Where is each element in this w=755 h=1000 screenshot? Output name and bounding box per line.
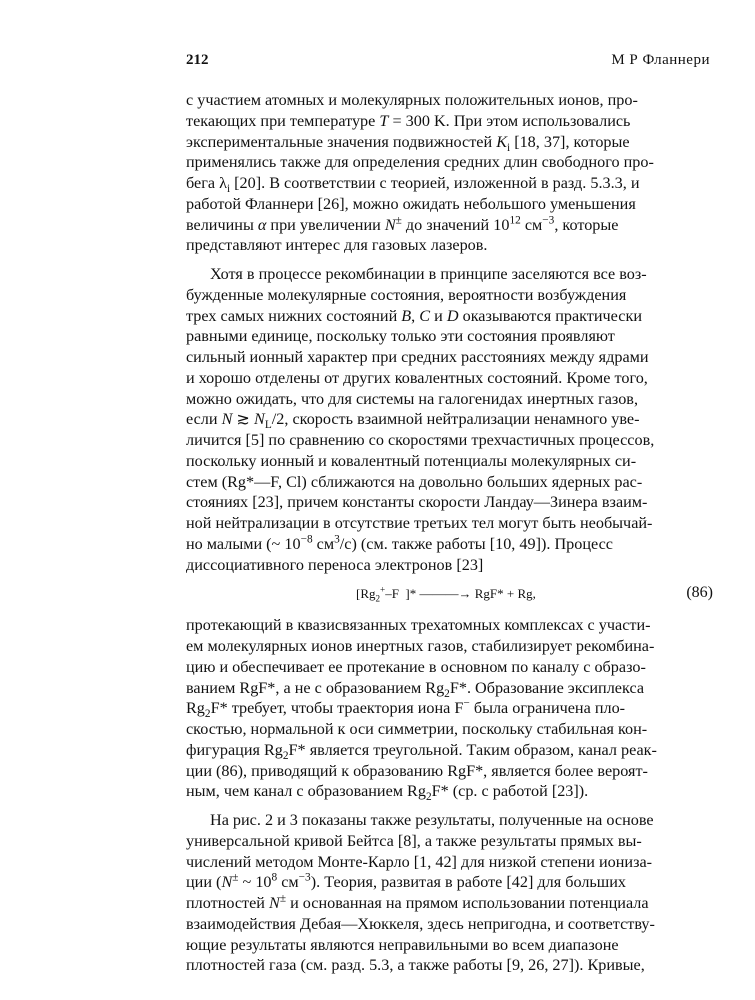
text-line: Хотя в процессе рекомбинации в принципе заселяются все воз- <box>210 265 647 283</box>
text-line: плотностей газа (см. разд. 5.3, а также работы [9, 26, 27]). Кривые, <box>186 956 645 975</box>
body-text <box>186 90 713 984</box>
text-line: трех самых нижних состояний B, C и D оказываются практически <box>186 306 642 325</box>
page-header <box>186 52 710 76</box>
text-line: ванием RgF*, а не с образованием $Rg_2F*$. Образование эксиплекса <box>186 678 645 700</box>
text-line: личится [5] по сравнению со скоростями трехчастичных процессов, <box>186 431 655 449</box>
text-line: ющие результаты являются неправильными во всем диапазоне <box>186 935 619 954</box>
equation-content: [$Rg_2^+-F$ ]* ———→ RgF* + Rg, <box>356 584 536 604</box>
text-line: экспериментальные значения подвижностей $K_i$ [18, 37], которые <box>186 132 630 154</box>
paragraph <box>186 264 713 575</box>
text-line: поскольку ионный и ковалентный потенциалы молекулярных си- <box>186 451 637 470</box>
text-line: применялись также для определения средних длин свободного про- <box>186 153 654 172</box>
text-line: бега $\lambda_i$ [20]. В соответствии с теорией, изложенной в разд. 5.3.3, и <box>186 174 640 196</box>
equation-number: (86) <box>686 584 713 602</box>
text-line: если N ≳ $N_L/2$, скорость взаимной нейтрализации ненамного уве- <box>186 410 640 432</box>
text-line: работой Фланнери [26], можно ожидать небольшого уменьшения <box>186 194 636 213</box>
text-line: скостью, нормальной к оси симметрии, поскольку стабильная кон- <box>186 720 648 738</box>
text-line: стояниях [23], причем константы скорости Ландау—Зинера взаим- <box>186 493 648 512</box>
running-head-author: М Р Фланнери <box>611 52 710 68</box>
page-number: 212 <box>186 52 209 68</box>
text-line: ной нейтрализации в отсутствие третьих тел могут быть необычай- <box>186 514 653 532</box>
text-line: ции (86), приводящий к образованию RgF*, является более вероят- <box>186 761 648 780</box>
text-line: числений методом Монте-Карло [1, 42] для низкой степени иониза- <box>186 852 653 871</box>
text-line: но малыми (~ $10^{-8}$ $см^3/с$) (см. также работы [10, 49]). Процесс <box>186 533 613 553</box>
text-line: цию и обеспечивает ее протекание в основном по каналу с образо- <box>186 657 646 676</box>
text-line: стем (Rg*—F, Cl) сближаются на довольно больших ядерных рас- <box>186 472 643 491</box>
text-line: сильный ионный характер при средних расстояниях между ядрами <box>186 348 649 366</box>
text-line: ем молекулярных ионов инертных газов, стабилизирует рекомбина- <box>186 637 655 655</box>
text-line: ным, чем канал с образованием $Rg_2F*$ (ср. с работой [23]). <box>186 782 589 804</box>
paragraph <box>186 810 713 976</box>
text-line: равными единице, поскольку только эти состояния проявляют <box>186 327 615 346</box>
equation-86 <box>186 575 713 615</box>
text-line: ции (N± ~ $10^8$ $см^{-3}$). Теория, развитая в работе [42] для больших <box>186 871 627 892</box>
text-line: текающих при температуре T = 300 K. При этом использовались <box>186 111 631 130</box>
text-line: протекающий в квазисвязанных трехатомных комплексах с участи- <box>186 616 651 635</box>
text-line: фигурация $Rg_2F*$ является треугольной. Таким образом, канал реак- <box>186 740 657 762</box>
text-line: $Rg_2F*$ требует, чтобы траектория иона F− была ограничена пло- <box>186 697 626 721</box>
text-line: диссоциативного переноса электронов [23] <box>186 555 484 574</box>
text-section-2 <box>186 615 713 976</box>
paragraph <box>186 615 713 802</box>
text-line: можно ожидать, что для системы на галогенидах инертных газов, <box>186 389 638 408</box>
text-line: с участием атомных и молекулярных положительных ионов, про- <box>186 91 638 109</box>
text-line: представляют интерес для газовых лазеров. <box>186 236 488 255</box>
text-line: универсальной кривой Бейтса [8], а также результаты прямых вы- <box>186 831 642 850</box>
text-line: и хорошо отделены от других ковалентных состояний. Кроме того, <box>186 368 648 387</box>
text-line: плотностей N± и основанная на прямом использовании потенциала <box>186 892 649 912</box>
text-line: бужденные молекулярные состояния, вероятности возбуждения <box>186 285 627 304</box>
text-line: величины α при увеличении N± до значений $10^{12}$ $см^{-3}$, которые <box>186 214 619 234</box>
text-line: взаимодействия Дебая—Хюккеля, здесь непригодна, и соответству- <box>186 914 655 933</box>
text-section-1 <box>186 90 713 575</box>
paragraph <box>186 90 713 256</box>
text-line: На рис. 2 и 3 показаны также результаты, полученные на основе <box>210 811 654 829</box>
